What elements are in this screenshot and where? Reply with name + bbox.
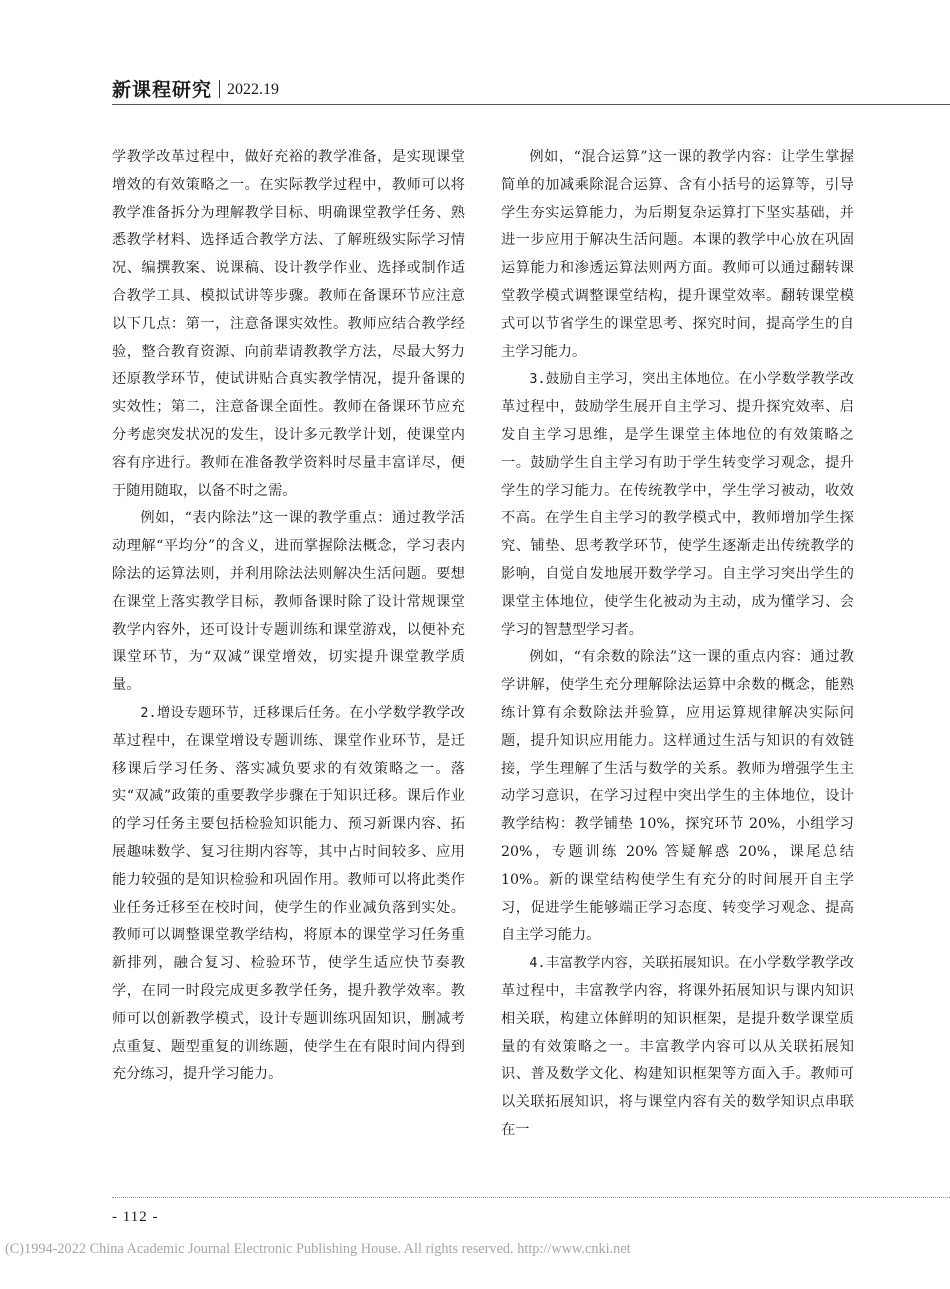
section-body: 在小学数学教学改革过程中，丰富教学内容，将课外拓展知识与课内知识相关联，构建立体鲜明的知识框架，是提升数学课堂质量的有效策略之一。丰富教学内容可以从关联拓展知识、普及数学文化、构建知识框架等方面入手。教师可以关联拓展知识，将与课堂内容有关的数学知识点串联在一 — [501, 955, 854, 1138]
section-paragraph — [501, 366, 854, 644]
section-heading: 2.增设专题环节，迁移课后任务。 — [140, 705, 350, 721]
section-paragraph — [112, 700, 465, 1089]
section-heading: 3.鼓励自主学习，突出主体地位。 — [529, 372, 739, 388]
journal-name: 新课程研究 — [112, 79, 213, 101]
section-heading: 4.丰富教学内容，关联拓展知识。 — [529, 956, 739, 972]
journal-header — [112, 76, 950, 102]
page-number: - 112 - — [112, 1209, 159, 1225]
header-separator — [219, 80, 220, 98]
paragraph: 例如，“有余数的除法”这一课的重点内容：通过教学讲解，使学生充分理解除法运算中余数的概念，能熟练计算有余数除法并验算，应用运算规律解决实际问题，提升知识应用能力。这样通过生活与知识的有效链接，学生理解了生活与数学的关系。教师为增强学生主动学习意识，在学习过程中突出学生的主体地位，设计教学结构：教学铺垫 10%，探究环节 20%，小组学习 20%，专题训练 20% 答疑解惑 20%，课尾总结 10%。新的课堂结构使学生有充分的时间展开自主学习，促进学生能够端正学习态度、转变学习观念、提高自主学习能力。 — [501, 649, 854, 944]
right-column — [501, 144, 854, 1145]
paragraph: 例如，“混合运算”这一课的教学内容：让学生掌握简单的加减乘除混合运算、含有小括号的运算等，引导学生夯实运算能力，为后期复杂运算打下坚实基础，并进一步应用于解决生活问题。本课的教学中心放在巩固运算能力和渗透运算法则两方面。教师可以通过翻转课堂教学模式调整课堂结构，提升课堂效率。翻转课堂模式可以节省学生的课堂思考、探究时间，提高学生的自主学习能力。 — [501, 149, 854, 360]
section-body: 在小学数学教学改革过程中，鼓励学生展开自主学习、提升探究效率、启发自主学习思维，是学生课堂主体地位的有效策略之一。鼓励学生自主学习有助于学生转变学习观念，提升学生的学习能力。在传统教学中，学生学习被动，收效不高。在学生自主学习的教学模式中，教师增加学生探究、铺垫、思考教学环节，使学生逐渐走出传统教学的影响，自觉自发地展开数学学习。自主学习突出学生的课堂主体地位，使学生化被动为主动，成为懂学习、会学习的智慧型学习者。 — [501, 371, 854, 638]
footer-rule — [112, 1197, 950, 1198]
section-paragraph — [501, 950, 854, 1145]
issue-number: 2022.19 — [227, 81, 280, 98]
paragraph: 例如，“表内除法”这一课的教学重点：通过教学活动理解“平均分”的含义，进而掌握除法概念，学习表内除法的运算法则，并利用除法法则解决生活问题。要想在课堂上落实教学目标，教师备课时除了设计常规课堂教学内容外，还可设计专题训练和课堂游戏，以便补充课堂环节，为“双减”课堂增效，切实提升课堂教学质量。 — [112, 510, 465, 694]
section-body: 在小学数学教学改革过程中，在课堂增设专题训练、课堂作业环节，是迁移课后学习任务、落实减负要求的有效策略之一。落实“双减”政策的重要教学步骤在于知识迁移。课后作业的学习任务主要包括检验知识能力、预习新课内容、拓展趣味数学、复习往期内容等，其中占时间较多、应用能力较强的是知识检验和巩固作用。教师可以将此类作业任务迁移至在校时间，使学生的作业减负落到实处。教师可以调整课堂教学结构，将原本的课堂学习任务重新排列，融合复习、检验环节，使学生适应快节奏教学，在同一时段完成更多教学任务，提升教学效率。教师可以创新教学模式，设计专题训练巩固知识，删减考点重复、题型重复的训练题，使学生在有限时间内得到充分练习，提升学习能力。 — [112, 704, 465, 1083]
header-rule — [112, 104, 950, 105]
copyright-notice: (C)1994-2022 China Academic Journal Electronic Publishing House. All rights reserved. http://www.cnki.net — [5, 1241, 631, 1257]
paragraph: 学教学改革过程中，做好充裕的教学准备，是实现课堂增效的有效策略之一。在实际教学过程中，教师可以将教学准备拆分为理解教学目标、明确课堂教学任务、熟悉教学材料、选择适合教学方法、了解班级实际学习情况、编撰教案、说课稿、设计教学作业、选择或制作适合教学工具、模拟试讲等步骤。教师在备课环节应注意以下几点：第一，注意备课实效性。教师应结合教学经验，整合教育资源、向前辈请教教学方法，尽最大努力还原教学环节，使试讲贴合真实教学情况，提升备课的实效性；第二，注意备课全面性。教师在备课环节应充分考虑突发状况的发生，设计多元教学计划，使课堂内容有序进行。教师在准备教学资料时尽量丰富详尽，便于随用随取，以备不时之需。 — [112, 149, 465, 499]
left-column — [112, 144, 465, 1089]
